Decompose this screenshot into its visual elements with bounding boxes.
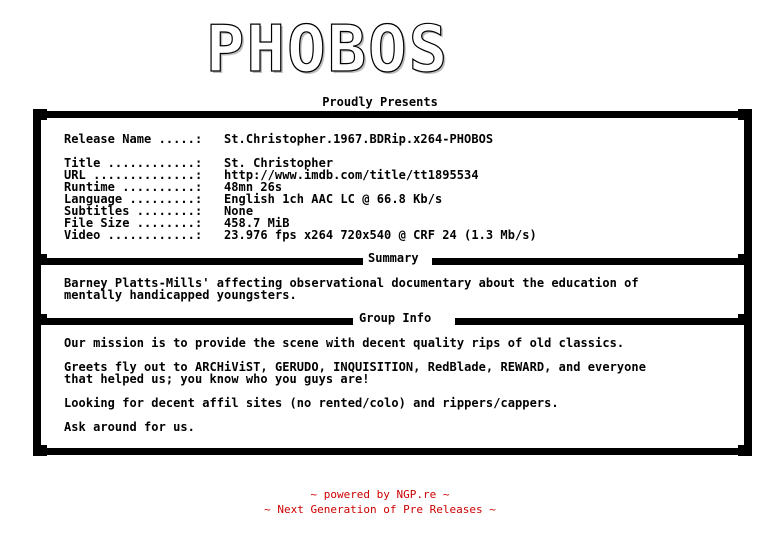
summary-separator-left: [33, 258, 363, 265]
info-runtime-label: Runtime ..........:: [64, 180, 203, 194]
group-affil: Looking for decent affil sites (no rented/colo) and rippers/cappers.: [64, 396, 559, 410]
summary-line-1: Barney Platts-Mills' affecting observational documentary about the education of: [64, 276, 639, 290]
frame-right-border: [744, 109, 752, 455]
group-right-cap: [738, 314, 752, 325]
group-left-cap: [33, 314, 47, 325]
info-url-value: http://www.imdb.com/title/tt1895534: [224, 168, 479, 182]
group-separator-right: [455, 318, 752, 325]
release-name-value: St.Christopher.1967.BDRip.x264-PHOBOS: [224, 132, 494, 146]
bottom-right-cap: [738, 445, 752, 456]
release-name-label: Release Name .....:: [64, 132, 203, 146]
info-title-value: St. Christopher: [224, 156, 334, 170]
top-bar: [33, 111, 752, 118]
footer-tagline: ~ Next Generation of Pre Releases ~: [264, 503, 496, 516]
info-runtime-value: 48mn 26s: [224, 180, 283, 194]
group-ask: Ask around for us.: [64, 420, 195, 434]
summary-heading: Summary: [364, 251, 423, 265]
info-filesize-value: 458.7 MiB: [224, 216, 290, 230]
group-mission: Our mission is to provide the scene with decent quality rips of old classics.: [64, 336, 625, 350]
phobos-logo: PHOBOS: [206, 13, 450, 87]
footer-powered-by: ~ powered by NGP.re ~: [310, 488, 450, 501]
bottom-left-cap: [33, 445, 47, 456]
group-greets-line-1: Greets fly out to ARCHiViST, GERUDO, INQUISITION, RedBlade, REWARD, and everyone: [64, 360, 646, 374]
summary-right-cap: [738, 254, 752, 265]
group-greets-line-2: that helped us; you know who you guys are!: [64, 372, 370, 386]
info-language-label: Language .........:: [64, 192, 203, 206]
info-video-value: 23.976 fps x264 720x540 @ CRF 24 (1.3 Mb/s): [224, 228, 537, 242]
info-title-label: Title ............:: [64, 156, 203, 170]
frame-left-border: [33, 109, 41, 455]
info-subtitles-label: Subtitles ........:: [64, 204, 203, 218]
group-separator-left: [33, 318, 353, 325]
info-subtitles-value: None: [224, 204, 254, 218]
info-filesize-label: File Size ........:: [64, 216, 203, 230]
summary-left-cap: [33, 254, 47, 265]
summary-separator-right: [432, 258, 752, 265]
info-url-label: URL ..............:: [64, 168, 203, 182]
proudly-presents: Proudly Presents: [322, 95, 438, 109]
info-language-value: English 1ch AAC LC @ 66.8 Kb/s: [224, 192, 443, 206]
info-video-label: Video ............:: [64, 228, 203, 242]
summary-line-2: mentally handicapped youngsters.: [64, 288, 297, 302]
top-right-cap: [738, 109, 752, 120]
top-left-cap: [33, 109, 47, 120]
bottom-bar: [33, 448, 752, 455]
group-info-heading: Group Info: [355, 311, 435, 325]
